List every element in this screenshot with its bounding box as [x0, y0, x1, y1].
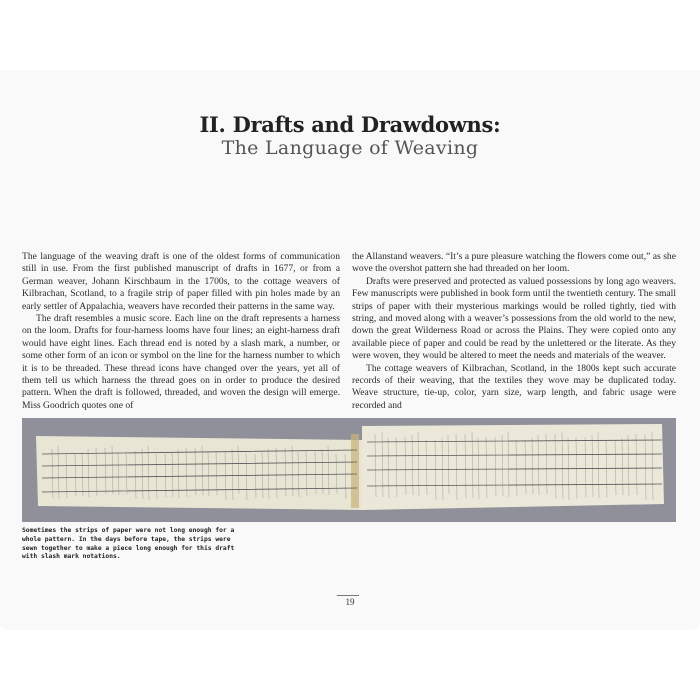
paper-strip-right [362, 424, 664, 510]
chapter-subtitle: The Language of Weaving [221, 137, 479, 159]
right-column [352, 251, 676, 412]
paragraph: The language of the weaving draft is one of the oldest forms of communication still in use. From the first published manuscript of drafts in 1677, or from a German weaver, Johann Kirschbaum in the 1700s, to the cottage weavers of Kilbrachan, Scotland, to a fragile strip of paper filled with pin holes made by an early settler of Appalachia, weavers have recorded their patterns in the same way. [22, 251, 340, 312]
paper-strip-left [36, 436, 362, 510]
sewn-seam [351, 434, 359, 508]
paper-strip-image [22, 418, 676, 522]
paragraph: The cottage weavers of Kilbrachan, Scotland, in the 1800s kept such accurate records of their weaving, that the textiles they wove may be duplicated today. Weave structure, tie-up, color, yarn size, warp length, and fabric usage were recorded and [352, 362, 676, 411]
paragraph: Drafts were preserved and protected as valued possessions by long ago weavers. Few manuscripts were published in book form until the twentieth century. The small strips of paper with their mysterious markings would be rolled tightly, tied with string, and moved along with a weaver’s possessions from the old world to the new, down the great Wilderness Road or across the Plains. They were copied onto any available piece of paper and could be read by the unlettered or the literate. As they were woven, they would be altered to meet the needs and materials of the weaver. [352, 275, 676, 362]
chapter-title: II. Drafts and Drawdowns: [199, 112, 501, 137]
weaving-draft-photo [22, 418, 676, 522]
left-column [22, 251, 340, 412]
photo-caption: Sometimes the strips of paper were not long enough for a whole pattern. In the days before tape, the strips were sewn together to make a piece long enough for this draft with slash mark notations. [22, 527, 235, 561]
paragraph: The draft resembles a music score. Each line on the draft represents a harness on the loom. Drafts for four-harness looms have four lines; an eight-harness draft would have eight lines. Each thread end is noted by a slash mark, a number, or some other form of an icon or symbol on the line for the harness number to which it is to be threaded. These thread icons have changed over the years, yet all of them tell us which harness the thread goes on in order to produce the desired pattern. When the draft is followed, threaded, and woven the design will emerge. Miss Goodrich quotes one of [22, 313, 340, 411]
page-number-rule [337, 595, 359, 596]
page-number: 19 [345, 597, 355, 607]
paragraph: the Allanstand weavers. “It’s a pure pleasure watching the flowers come out,” as she wove the overshot pattern she had threaded on her loom. [352, 251, 676, 275]
